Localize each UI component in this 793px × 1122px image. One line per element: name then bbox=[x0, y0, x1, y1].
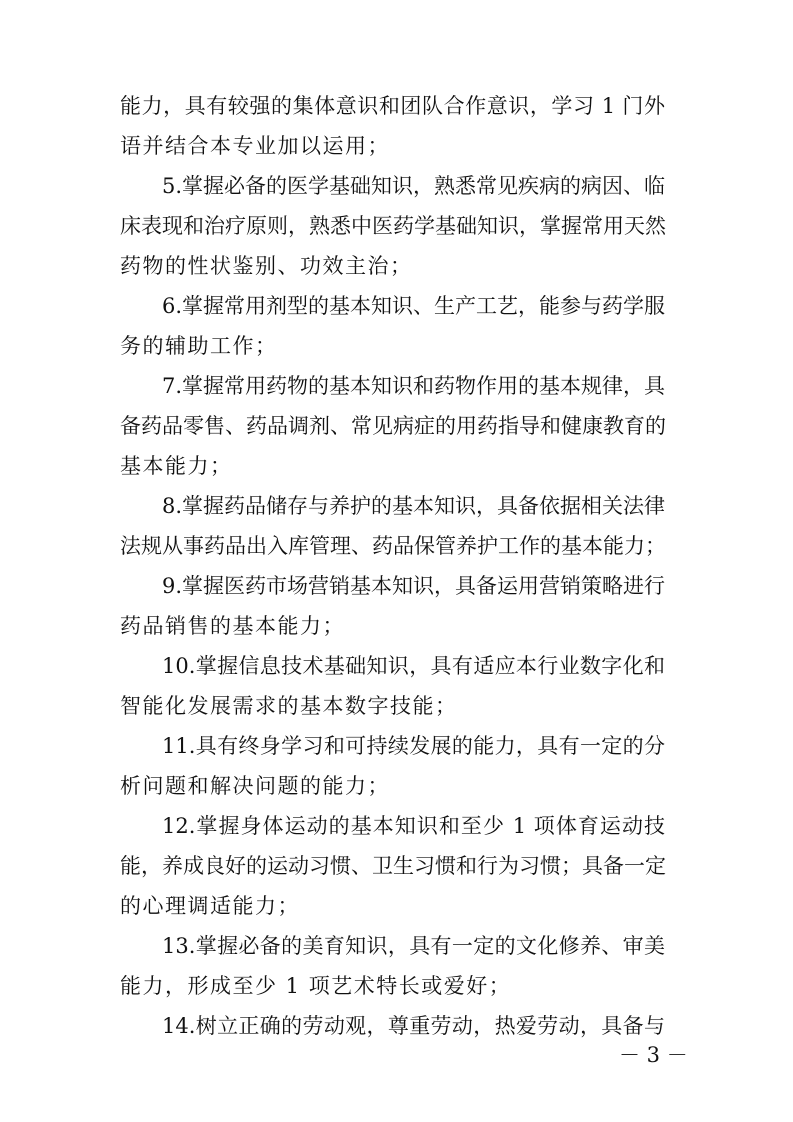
text-line: 基本能力； bbox=[120, 454, 233, 478]
text-line: 析问题和解决问题的能力； bbox=[120, 774, 390, 798]
text-line: 11.具有终身学习和可持续发展的能力，具有一定的分 bbox=[162, 734, 665, 758]
text-line: 13.掌握必备的美育知识，具有一定的文化修养、审美 bbox=[162, 934, 665, 958]
text-line: 智能化发展需求的基本数字技能； bbox=[120, 694, 458, 718]
text-line: 的心理调适能力； bbox=[120, 894, 300, 918]
page-number: － 3 － bbox=[619, 1043, 688, 1067]
text-line: 9.掌握医药市场营销基本知识，具备运用营销策略进行 bbox=[162, 574, 666, 598]
text-line: 12.掌握身体运动的基本知识和至少 1 项体育运动技 bbox=[162, 814, 665, 838]
text-line: 语并结合本专业加以运用； bbox=[120, 134, 390, 158]
text-line: 7.掌握常用药物的基本知识和药物作用的基本规律，具 bbox=[162, 374, 666, 398]
text-line: 药品销售的基本能力； bbox=[120, 614, 345, 638]
text-line: 10.掌握信息技术基础知识，具有适应本行业数字化和 bbox=[162, 654, 665, 678]
text-line: 床表现和治疗原则，熟悉中医药学基础知识，掌握常用天然 bbox=[120, 214, 666, 238]
text-line: 务的辅助工作； bbox=[120, 334, 278, 358]
text-line: 能力，形成至少 1 项艺术特长或爱好； bbox=[120, 974, 512, 998]
text-line: 能，养成良好的运动习惯、卫生习惯和行为习惯；具备一定 bbox=[120, 854, 666, 878]
text-line: 6.掌握常用剂型的基本知识、生产工艺，能参与药学服 bbox=[162, 294, 666, 318]
text-line: 备药品零售、药品调剂、常见病症的用药指导和健康教育的 bbox=[120, 414, 666, 438]
text-line: 药物的性状鉴别、功效主治； bbox=[120, 254, 413, 278]
text-line: 法规从事药品出入库管理、药品保管养护工作的基本能力； bbox=[120, 534, 666, 558]
text-line: 能力，具有较强的集体意识和团队合作意识，学习 1 门外 bbox=[120, 94, 665, 118]
text-line: 14.树立正确的劳动观，尊重劳动，热爱劳动，具备与 bbox=[162, 1014, 665, 1038]
text-line: 8.掌握药品储存与养护的基本知识，具备依据相关法律 bbox=[162, 494, 666, 518]
text-line: 5.掌握必备的医学基础知识，熟悉常见疾病的病因、临 bbox=[162, 174, 666, 198]
